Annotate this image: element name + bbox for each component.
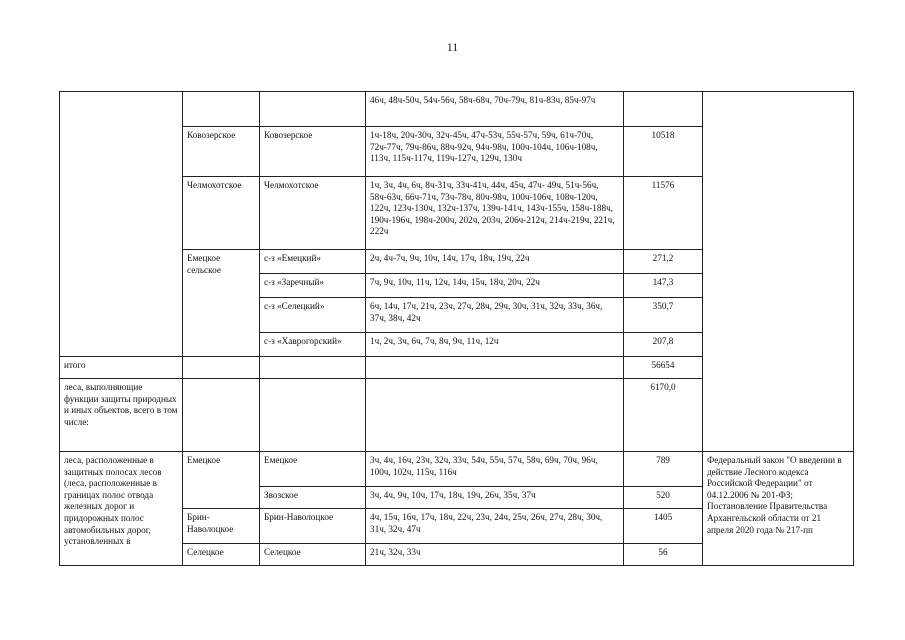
page-number: 11 [446, 40, 459, 54]
basis-cell [703, 92, 854, 452]
district-cell: Челмохотское [260, 177, 366, 250]
quarters-cell: 7ч, 9ч, 10ч, 11ч, 12ч, 14ч, 15ч, 18ч, 20ч, 22ч [366, 274, 624, 298]
quarters-cell [366, 379, 624, 452]
area-cell: 520 [624, 487, 703, 509]
area-cell: 6170,0 [624, 379, 703, 452]
area-cell: 789 [624, 452, 703, 487]
area-cell: 56 [624, 544, 703, 566]
forestry-cell [183, 92, 260, 127]
forestry-cell [183, 357, 260, 379]
district-cell [260, 92, 366, 127]
area-cell: 350,7 [624, 298, 703, 333]
category-cell: леса, расположенные в защитных полосах лесов (леса, расположенные в границах полос отвода железных дорог и придорожных полос автомобильных дорог, установленных в [60, 452, 183, 566]
quarters-cell: 2ч, 4ч-7ч, 9ч, 10ч, 14ч, 17ч, 18ч, 19ч, 22ч [366, 250, 624, 274]
forestry-cell: Емецкое [183, 452, 260, 509]
category-cell: итого [60, 357, 183, 379]
quarters-cell [366, 357, 624, 379]
area-cell: 10518 [624, 127, 703, 177]
quarters-cell: 1ч-18ч, 20ч-30ч, 32ч-45ч, 47ч-53ч, 55ч-57ч, 59ч, 61ч-70ч, 72ч-77ч, 79ч-86ч, 88ч-92ч, 94ч-98ч, 100ч-104ч, 106ч-108ч, 113ч, 115ч-117ч, 119ч-127ч, 129ч, 130ч [366, 127, 624, 177]
basis-cell: Федеральный закон "О введении в действие Лесного кодекса Российской Федерации" от 04.12.2006 № 201-ФЗ; Постановление Правительства Архангельской области от 21 апреля 2020 года № 217-пп [703, 452, 854, 566]
district-cell: с-з «Заречный» [260, 274, 366, 298]
forestry-cell: Емецкое сельское [183, 250, 260, 357]
quarters-cell: 46ч, 48ч-50ч, 54ч-56ч, 58ч-68ч, 70ч-79ч, 81ч-83ч, 85ч-97ч [366, 92, 624, 127]
forestry-cell: Селецкое [183, 544, 260, 566]
area-cell: 11576 [624, 177, 703, 250]
quarters-cell: 1ч, 3ч, 4ч, 6ч, 8ч-31ч, 33ч-41ч, 44ч, 45ч, 47ч- 49ч, 51ч-56ч, 58ч-63ч, 66ч-71ч, 73ч-78ч, 80ч-98ч, 100ч-106ч, 108ч-120ч, 122ч, 123ч-130ч, 132ч-137ч, 139ч-141ч, 143ч-155ч, 158ч-188ч, 190ч-196ч, 198ч-200ч, 202ч, 203ч, 206ч-212ч, 214ч-219ч, 221ч, 222ч [366, 177, 624, 250]
area-cell [624, 92, 703, 127]
category-cell [60, 92, 183, 357]
forestry-cell: Брин-Наволоцкое [183, 509, 260, 544]
district-cell: с-з «Хаврогорский» [260, 333, 366, 357]
district-cell: с-з «Емецкий» [260, 250, 366, 274]
district-cell: с-з «Селецкий» [260, 298, 366, 333]
district-cell [260, 379, 366, 452]
district-cell [260, 357, 366, 379]
area-cell: 56654 [624, 357, 703, 379]
quarters-cell: 4ч, 15ч, 16ч, 17ч, 18ч, 22ч, 23ч, 24ч, 25ч, 26ч, 27ч, 28ч, 30ч, 31ч, 32ч, 47ч [366, 509, 624, 544]
quarters-cell: 3ч, 4ч, 9ч, 10ч, 17ч, 18ч, 19ч, 26ч, 35ч, 37ч [366, 487, 624, 509]
district-cell: Ковозерское [260, 127, 366, 177]
table-row [60, 452, 854, 487]
area-cell: 271,2 [624, 250, 703, 274]
district-cell: Брин-Наволоцкое [260, 509, 366, 544]
area-cell: 1405 [624, 509, 703, 544]
table-row [60, 92, 854, 127]
forestry-cell: Ковозерское [183, 127, 260, 177]
district-cell: Селецкое [260, 544, 366, 566]
quarters-cell: 21ч, 32ч, 33ч [366, 544, 624, 566]
district-cell: Емецкое [260, 452, 366, 487]
forest-table [59, 91, 854, 566]
forestry-cell: Челмохотское [183, 177, 260, 250]
district-cell: Звозское [260, 487, 366, 509]
quarters-cell: 1ч, 2ч, 3ч, 6ч, 7ч, 8ч, 9ч, 11ч, 12ч [366, 333, 624, 357]
forestry-cell [183, 379, 260, 452]
quarters-cell: 6ч, 14ч, 17ч, 21ч, 23ч, 27ч, 28ч, 29ч, 30ч, 31ч, 32ч, 33ч, 36ч, 37ч, 38ч, 42ч [366, 298, 624, 333]
quarters-cell: 3ч, 4ч, 16ч, 23ч, 32ч, 33ч, 54ч, 55ч, 57ч, 58ч, 69ч, 70ч, 96ч, 100ч, 102ч, 115ч, 116ч [366, 452, 624, 487]
area-cell: 147,3 [624, 274, 703, 298]
category-cell: леса, выполняющие функции защиты природных и иных объектов, всего в том числе: [60, 379, 183, 452]
area-cell: 207,8 [624, 333, 703, 357]
